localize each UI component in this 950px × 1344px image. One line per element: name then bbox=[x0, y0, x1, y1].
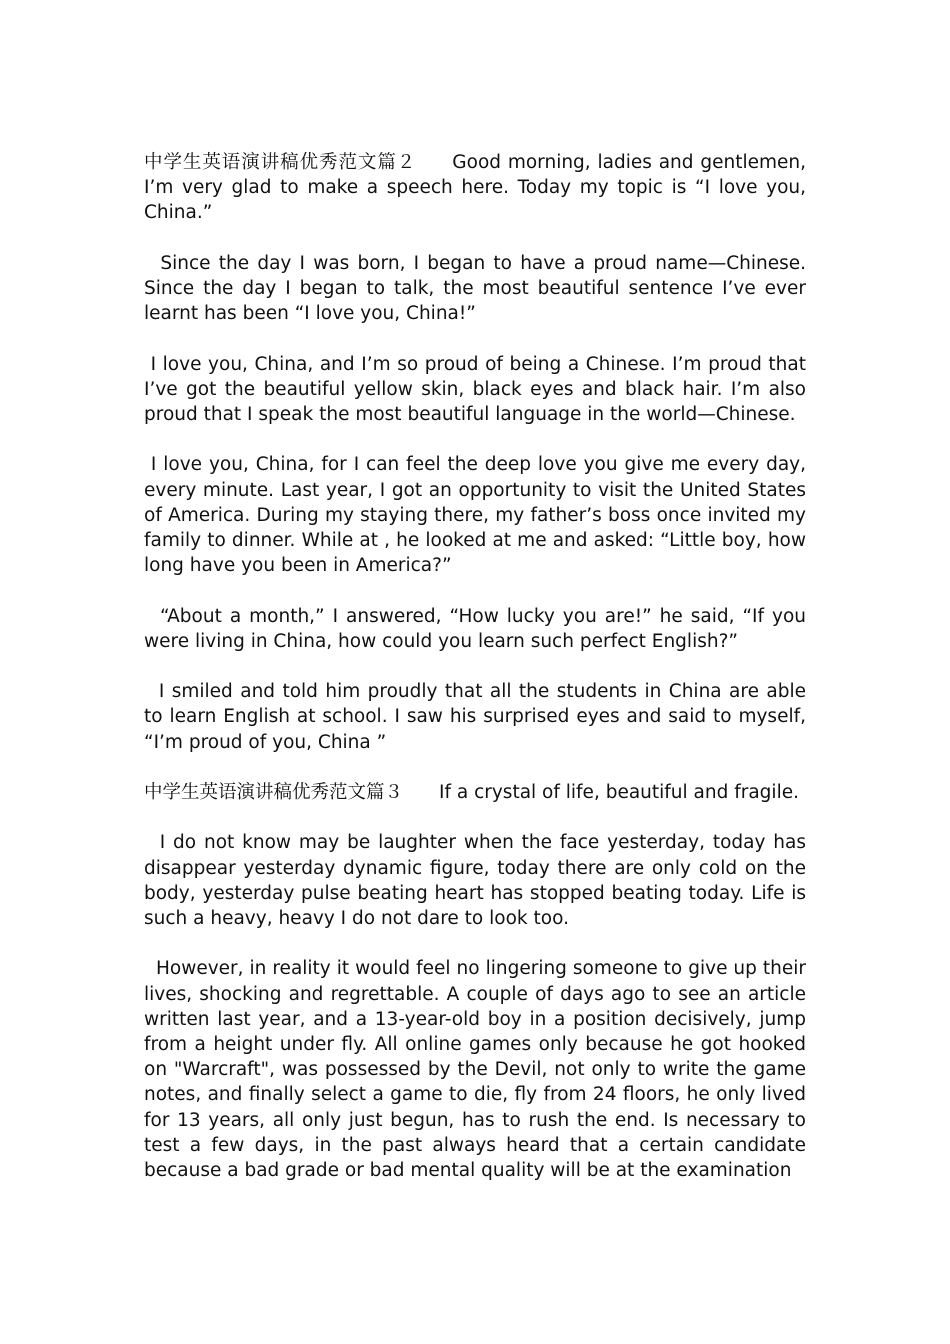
section-2-intro: Good morning, ladies and gentlemen, I’m very glad to make a speech here. Today my topic is “I love you, China.” bbox=[144, 152, 812, 224]
section-2-heading: 中学生英语演讲稿优秀范文篇２ bbox=[144, 152, 417, 173]
section-3-heading: 中学生英语演讲稿优秀范文篇３ bbox=[144, 781, 404, 803]
section-2-intro-paragraph bbox=[144, 150, 812, 226]
section-3-paragraph-2: However, in reality it would feel no lingering someone to give up their lives, shocking and regrettable. A couple of days ago to see an article written last year, and a 13-year-old boy in a position decisively, jump from a height under fly. All online games only because he got hooked on "Warcraft", was possessed by the Devil, not only to write the game notes, and finally select a game to die, fly from 24 floors, he only lived for 13 years, all only just begun, has to rush the end. Is necessary to test a few days, in the past always heard that a certain candidate because a bad grade or bad mental quality will be at the examination bbox=[144, 958, 812, 1181]
section-3-intro-paragraph bbox=[144, 780, 806, 805]
section-2-paragraph-5: I smiled and told him proudly that all the students in China are able to learn English at school. I saw his surprised eyes and said to myself, “I’m proud of you, China ” bbox=[144, 681, 812, 753]
section-2-paragraph-1: Since the day I was born, I began to have a proud name—Chinese. Since the day I began to talk, the most beautiful sentence I’ve ever learnt has been “I love you, China!” bbox=[144, 252, 812, 325]
section-2-paragraph-4: “About a month,” I answered, “How lucky you are!” he said, “If you were living in China, how could you learn such perfect English?” bbox=[144, 605, 812, 652]
section-3-intro: If a crystal of life, beautiful and fragile. bbox=[439, 781, 799, 803]
section-3-paragraph-1: I do not know may be laughter when the face yesterday, today has disappear yesterday dynamic figure, today there are only cold on the body, yesterday pulse beating heart has stopped beating today. Life is such a heavy, heavy I do not dare to look too. bbox=[144, 832, 812, 929]
section-2-paragraph-3: I love you, China, for I can feel the deep love you give me every day, every minute. Last year, I got an opportunity to visit the United States of America. During my staying there, my father’s boss once invited my family to dinner. While at , he looked at me and asked: “Little boy, how long have you been in America?” bbox=[144, 454, 812, 577]
section-2-paragraph-2: I love you, China, and I’m so proud of being a Chinese. I’m proud that I’ve got the beautiful yellow skin, black eyes and black hair. I’m also proud that I speak the most beautiful language in the world—Chinese. bbox=[144, 353, 812, 425]
document-body bbox=[144, 150, 812, 1208]
